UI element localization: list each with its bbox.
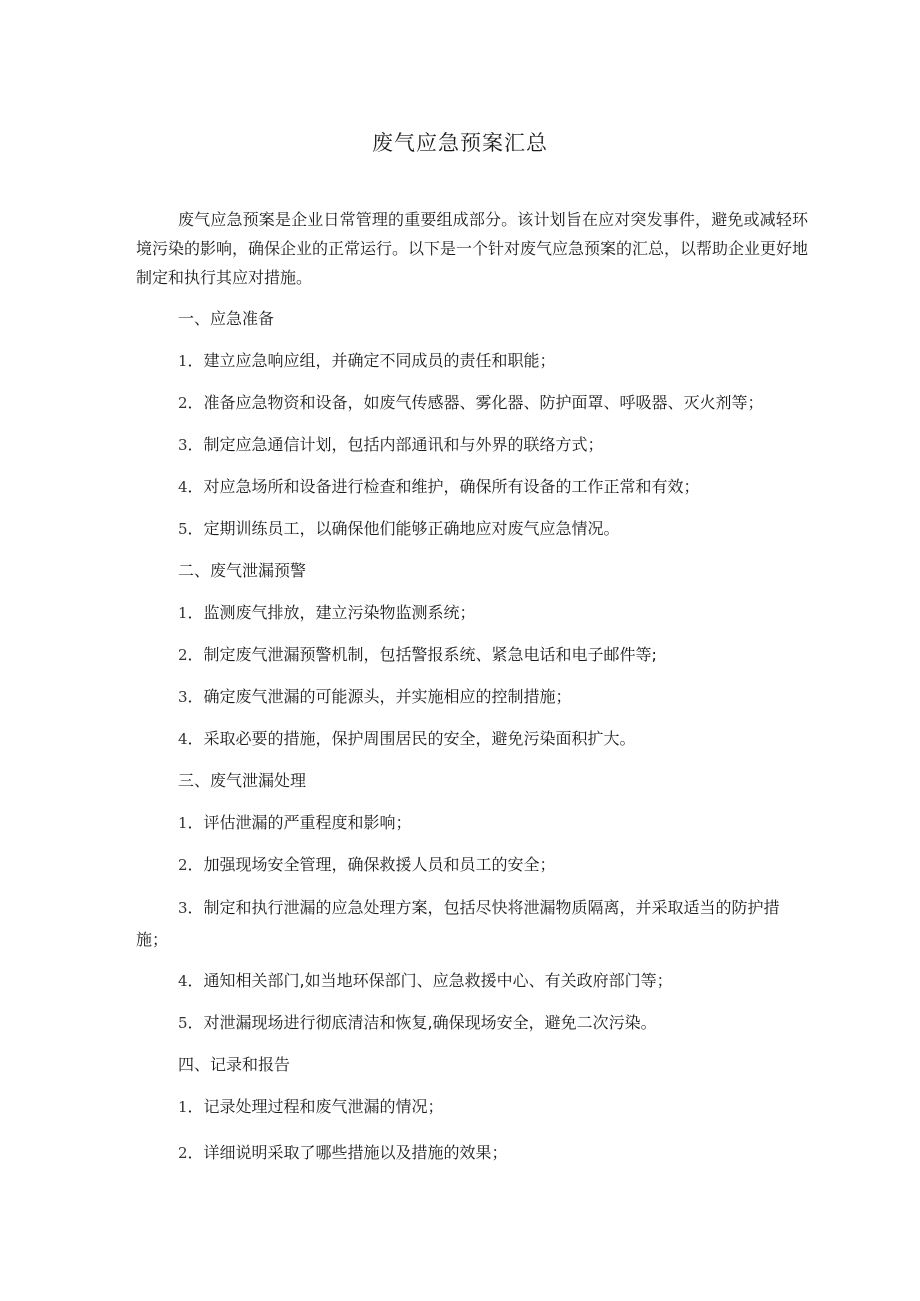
item-number: 1 <box>178 814 188 832</box>
list-item <box>178 1141 818 1165</box>
list-item <box>178 433 818 457</box>
list-item <box>178 349 818 373</box>
section-heading: 四、记录和报告 <box>178 1055 291 1074</box>
item-number: 2 <box>178 1144 188 1162</box>
item-text: ．定期训练员工，以确保他们能够正确地应对废气应急情况。 <box>187 519 620 538</box>
list-item <box>178 685 818 709</box>
list-item <box>178 643 818 667</box>
item-number: 1 <box>178 352 188 370</box>
item-number: 1 <box>178 1098 188 1116</box>
list-item <box>136 892 808 956</box>
item-text: ．制定废气泄漏预警机制，包括警报系统、紧急电话和电子邮件等; <box>187 645 657 664</box>
item-text: ．通知相关部门,如当地环保部门、应急救援中心、有关政府部门等； <box>187 971 673 990</box>
list-item <box>178 811 818 835</box>
item-text: ．制定和执行泄漏的应急处理方案，包括尽快将泄漏物质隔离，并采取适当的防护措施； <box>136 898 780 949</box>
item-number: 4 <box>178 478 188 496</box>
item-text: ．建立应急响应组，并确定不同成员的责任和职能； <box>187 351 556 370</box>
list-item <box>178 969 818 993</box>
item-text: ．监测废气排放，建立污染物监测系统； <box>187 603 476 622</box>
list-item <box>178 517 818 541</box>
item-text: ．评估泄漏的严重程度和影响； <box>187 813 412 832</box>
item-number: 5 <box>178 520 188 538</box>
item-text: ．准备应急物资和设备，如废气传感器、雾化器、防护面罩、呼吸器、灭火剂等； <box>187 393 764 412</box>
section-heading: 二、废气泄漏预警 <box>178 561 307 580</box>
item-text: ．对泄漏现场进行彻底清洁和恢复,确保现场安全，避免二次污染。 <box>187 1013 657 1032</box>
item-text: ．采取必要的措施，保护周围居民的安全，避免污染面积扩大。 <box>187 729 636 748</box>
item-number: 2 <box>178 646 188 664</box>
item-number: 4 <box>178 730 188 748</box>
list-item <box>178 1095 818 1119</box>
intro-paragraph: 废气应急预案是企业日常管理的重要组成部分。该计划旨在应对突发事件，避免或减轻环境污染的影响，确保企业的正常运行。以下是一个针对废气应急预案的汇总，以帮助企业更好地制定和执行其应对措施。 <box>136 210 809 287</box>
item-text: ．确定废气泄漏的可能源头，并实施相应的控制措施； <box>187 687 572 706</box>
item-text: ．制定应急通信计划，包括内部通讯和与外界的联络方式； <box>187 435 604 454</box>
item-number: 3 <box>178 436 188 454</box>
item-text: ．加强现场安全管理，确保救援人员和员工的安全； <box>187 855 556 874</box>
item-text: ．对应急场所和设备进行检查和维护，确保所有设备的工作正常和有效； <box>187 477 700 496</box>
list-item <box>178 1011 818 1035</box>
list-item <box>178 601 818 625</box>
item-number: 3 <box>178 899 188 917</box>
list-item <box>178 727 818 751</box>
document-title: 废气应急预案汇总 <box>372 131 548 155</box>
item-number: 1 <box>178 604 188 622</box>
list-item <box>178 391 818 415</box>
section-heading: 一、应急准备 <box>178 309 275 328</box>
item-number: 5 <box>178 1014 188 1032</box>
item-number: 3 <box>178 688 188 706</box>
list-item <box>178 475 818 499</box>
list-item <box>178 853 818 877</box>
item-number: 2 <box>178 856 188 874</box>
item-number: 2 <box>178 394 188 412</box>
item-text: ．记录处理过程和废气泄漏的情况； <box>187 1097 444 1116</box>
section-heading: 三、废气泄漏处理 <box>178 771 307 790</box>
item-number: 4 <box>178 972 188 990</box>
item-text: ．详细说明采取了哪些措施以及措施的效果； <box>187 1143 508 1162</box>
